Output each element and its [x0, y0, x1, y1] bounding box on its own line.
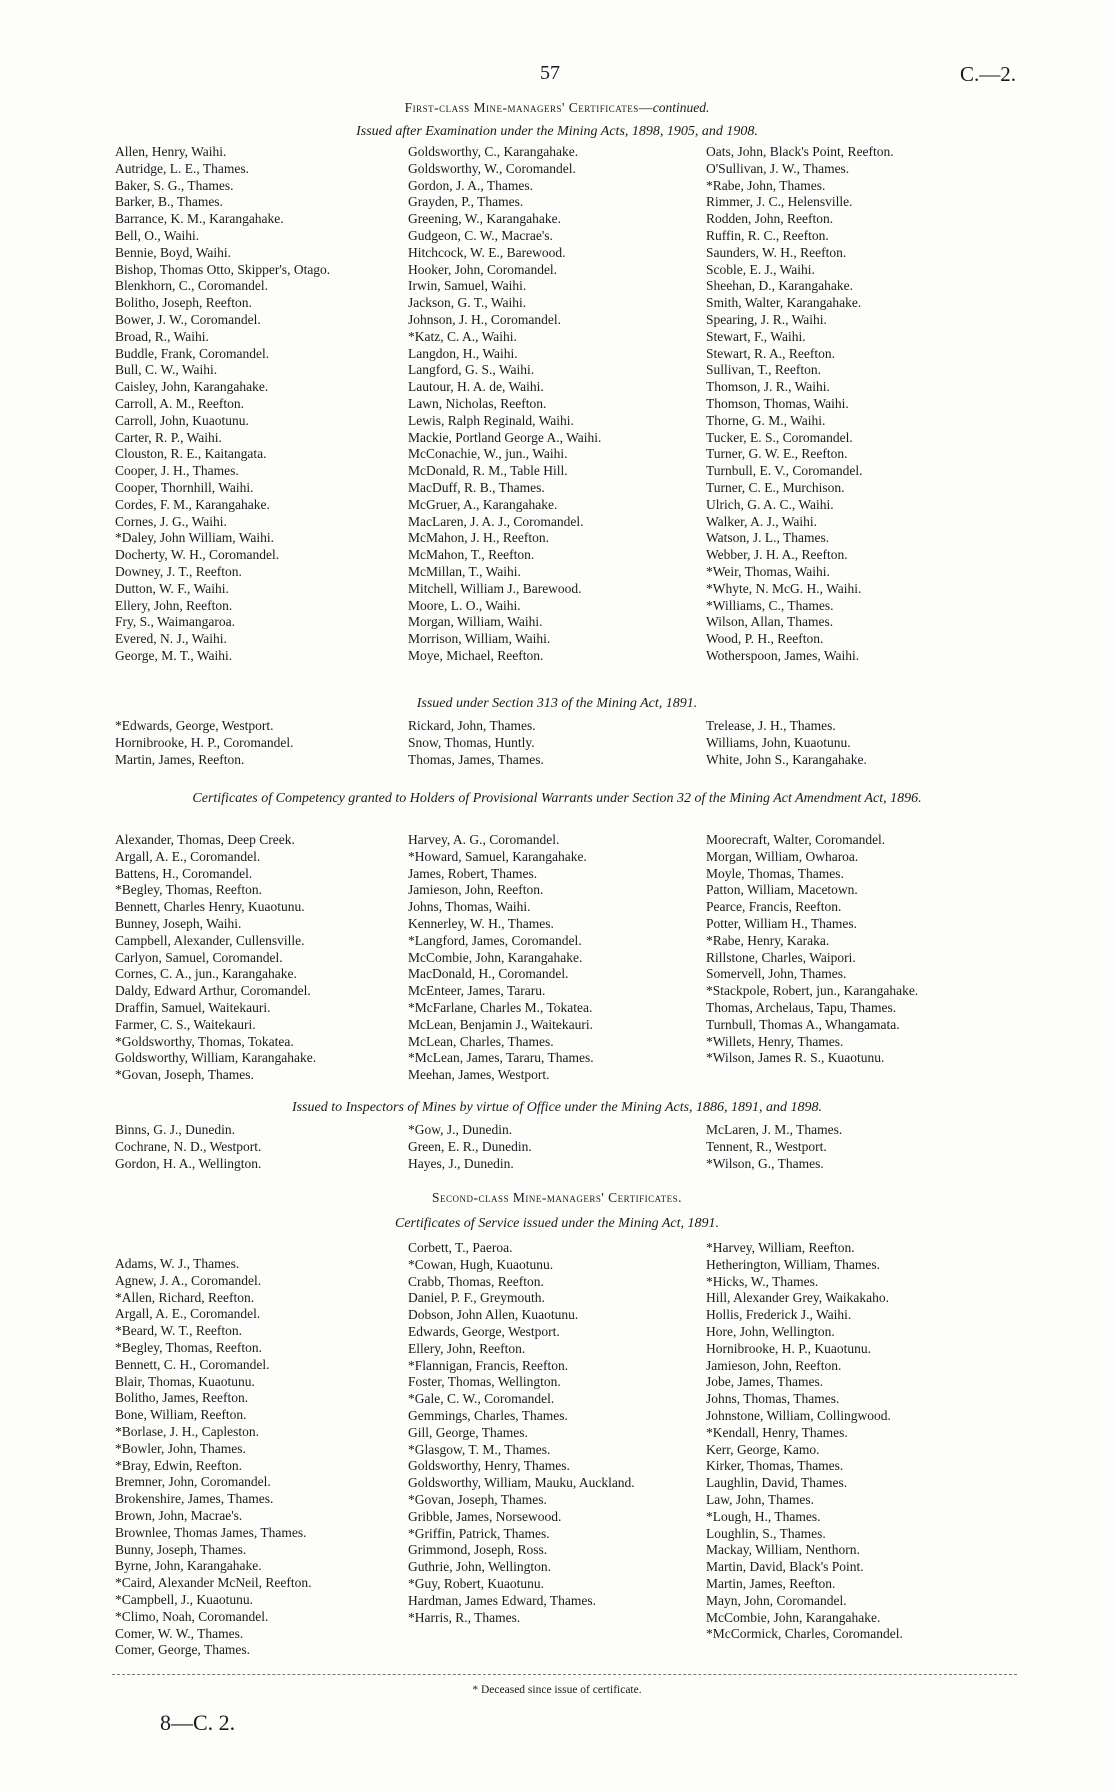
name-entry: Jamieson, John, Reefton.: [408, 882, 544, 898]
name-entry: Grimmond, Joseph, Ross.: [408, 1542, 548, 1558]
name-entry: Rimmer, J. C., Helensville.: [706, 194, 853, 210]
name-entry: Smith, Walter, Karangahake.: [706, 295, 862, 311]
name-entry: Mayn, John, Coromandel.: [706, 1592, 847, 1608]
name-entry: Blenkhorn, C., Coromandel.: [115, 278, 268, 294]
document-reference: C.—2.: [959, 62, 1016, 86]
name-column: [706, 1240, 1016, 1643]
name-entry: Rickard, John, Thames.: [408, 718, 536, 733]
name-entry: Langdon, H., Waihi.: [408, 345, 518, 361]
name-entry: *Stackpole, Robert, jun., Karangahake.: [706, 983, 919, 999]
name-column: [706, 832, 1016, 1067]
name-column: [706, 718, 1016, 768]
name-entry: Foster, Thomas, Wellington.: [408, 1374, 561, 1390]
name-column: [115, 1256, 405, 1659]
subheading-provisional-warrants: Certificates of Competency granted to Holders of Provisional Warrants under Section 32 of the Mining Act Amendment Act, 1896.: [192, 791, 922, 806]
name-entry: Evered, N. J., Waihi.: [115, 631, 227, 647]
name-entry: Thomson, J. R., Waihi.: [706, 379, 830, 395]
name-entry: Dutton, W. F., Waihi.: [115, 580, 229, 596]
name-entry: Dobson, John Allen, Kuaotunu.: [408, 1307, 579, 1323]
name-entry: Mackay, William, Nenthorn.: [706, 1542, 860, 1558]
name-entry: *Campbell, J., Kuaotunu.: [115, 1591, 253, 1607]
name-entry: Carter, R. P., Waihi.: [115, 429, 222, 445]
name-entry: Johns, Thomas, Thames.: [706, 1391, 840, 1407]
name-entry: *Kendall, Henry, Thames.: [706, 1424, 848, 1440]
subheading-service: Certificates of Service issued under the Mining Act, 1891.: [394, 1216, 720, 1231]
name-entry: McLaren, J. M., Thames.: [706, 1122, 843, 1137]
name-entry: Turnbull, Thomas A., Whangamata.: [706, 1016, 900, 1032]
name-entry: Barrance, K. M., Karangahake.: [115, 211, 284, 227]
name-entry: Goldsworthy, W., Coromandel.: [408, 160, 576, 176]
name-entry: Bolitho, James, Reefton.: [115, 1390, 249, 1406]
name-entry: Kennerley, W. H., Thames.: [408, 915, 554, 931]
name-entry: Comer, George, Thames.: [115, 1642, 251, 1658]
name-entry: Downey, J. T., Reefton.: [115, 563, 242, 579]
name-entry: Turnbull, E. V., Coromandel.: [706, 463, 863, 479]
name-column: [115, 832, 405, 1084]
name-entry: Bishop, Thomas Otto, Skipper's, Otago.: [115, 261, 331, 277]
name-entry: *McCormick, Charles, Coromandel.: [706, 1626, 903, 1642]
name-column: [706, 144, 1016, 665]
name-entry: *Daley, John William, Waihi.: [115, 530, 274, 546]
name-entry: Pearce, Francis, Reefton.: [706, 899, 842, 915]
name-entry: MacDuff, R. B., Thames.: [408, 479, 545, 495]
name-entry: Hornibrooke, H. P., Kuaotunu.: [706, 1340, 871, 1356]
name-entry: Broad, R., Waihi.: [115, 328, 209, 344]
name-entry: Farmer, C. S., Waitekauri.: [115, 1016, 256, 1032]
name-entry: Turner, G. W. E., Reefton.: [706, 446, 848, 462]
name-entry: Autridge, L. E., Thames.: [115, 160, 249, 176]
name-entry: Greening, W., Karangahake.: [408, 211, 561, 227]
name-entry: Langford, G. S., Waihi.: [408, 362, 535, 378]
name-entry: Brokenshire, James, Thames.: [115, 1491, 274, 1507]
name-entry: *Govan, Joseph, Thames.: [115, 1067, 254, 1083]
name-entry: Bennie, Boyd, Waihi.: [115, 244, 232, 260]
name-entry: Carlyon, Samuel, Coromandel.: [115, 949, 283, 965]
name-entry: Bower, J. W., Coromandel.: [115, 311, 261, 327]
name-entry: Binns, G. J., Dunedin.: [115, 1122, 236, 1137]
name-entry: Thomson, Thomas, Waihi.: [706, 395, 849, 411]
name-entry: Wotherspoon, James, Waihi.: [706, 647, 860, 663]
name-entry: *Whyte, N. McG. H., Waihi.: [706, 580, 862, 596]
name-entry: Byrne, John, Karangahake.: [115, 1558, 262, 1574]
name-entry: Bell, O., Waihi.: [115, 227, 200, 243]
name-entry: Hornibrooke, H. P., Coromandel.: [115, 734, 294, 750]
name-entry: Gordon, J. A., Thames.: [408, 177, 533, 193]
name-entry: Rillstone, Charles, Waipori.: [706, 949, 856, 965]
name-entry: Potter, William H., Thames.: [706, 915, 858, 931]
name-entry: *Gale, C. W., Coromandel.: [408, 1391, 555, 1407]
name-entry: Johnson, J. H., Coromandel.: [408, 311, 561, 327]
name-entry: McCombie, John, Karangahake.: [706, 1609, 881, 1625]
name-entry: Meehan, James, Westport.: [408, 1067, 550, 1083]
name-entry: *Bowler, John, Thames.: [115, 1440, 246, 1456]
name-entry: Barker, B., Thames.: [115, 194, 223, 210]
name-entry: Hooker, John, Coromandel.: [408, 261, 558, 277]
name-column: [408, 1240, 698, 1626]
name-entry: *Govan, Joseph, Thames.: [408, 1491, 547, 1507]
name-entry: Clouston, R. E., Kaitangata.: [115, 446, 267, 462]
name-entry: McConachie, W., jun., Waihi.: [408, 446, 568, 462]
name-entry: Edwards, George, Westport.: [408, 1323, 560, 1339]
name-entry: Webber, J. H. A., Reefton.: [706, 547, 848, 563]
name-entry: *Glasgow, T. M., Thames.: [408, 1441, 551, 1457]
name-column: [115, 1122, 405, 1172]
name-entry: *Griffin, Patrick, Thames.: [408, 1525, 550, 1541]
page-number: 57: [540, 62, 560, 84]
name-entry: Spearing, J. R., Waihi.: [706, 311, 827, 327]
name-entry: Irwin, Samuel, Waihi.: [408, 278, 527, 294]
name-entry: Hollis, Frederick J., Waihi.: [706, 1307, 852, 1323]
name-entry: Cooper, J. H., Thames.: [115, 463, 239, 479]
name-entry: Gordon, H. A., Wellington.: [115, 1155, 262, 1171]
name-entry: Agnew, J. A., Coromandel.: [115, 1272, 262, 1288]
name-entry: *Goldsworthy, Thomas, Tokatea.: [115, 1033, 294, 1049]
name-entry: Green, E. R., Dunedin.: [408, 1138, 532, 1154]
name-entry: McGruer, A., Karangahake.: [408, 496, 558, 512]
name-entry: *Rabe, John, Thames.: [706, 177, 826, 193]
name-entry: *Harvey, William, Reefton.: [706, 1240, 855, 1255]
name-entry: White, John S., Karangahake.: [706, 751, 867, 767]
footnote: * Deceased since issue of certificate.: [472, 1684, 642, 1696]
name-entry: Law, John, Thames.: [706, 1491, 814, 1507]
name-entry: Corbett, T., Paeroa.: [408, 1240, 513, 1255]
name-entry: Snow, Thomas, Huntly.: [408, 734, 535, 750]
name-entry: *Rabe, Henry, Karaka.: [706, 932, 830, 948]
name-entry: *Cowan, Hugh, Kuaotunu.: [408, 1256, 554, 1272]
name-entry: Bremner, John, Coromandel.: [115, 1474, 271, 1490]
name-entry: *Wilson, James R. S., Kuaotunu.: [706, 1050, 885, 1066]
name-entry: McMahon, J. H., Reefton.: [408, 530, 549, 546]
name-entry: McDonald, R. M., Table Hill.: [408, 463, 568, 479]
name-entry: Goldsworthy, William, Mauku, Auckland.: [408, 1475, 635, 1491]
name-entry: Alexander, Thomas, Deep Creek.: [115, 832, 295, 847]
name-entry: *Allen, Richard, Reefton.: [115, 1289, 255, 1305]
name-entry: Laughlin, David, Thames.: [706, 1475, 848, 1491]
name-entry: Ruffin, R. C., Reefton.: [706, 227, 829, 243]
name-entry: Cordes, F. M., Karangahake.: [115, 496, 270, 512]
name-entry: Gudgeon, C. W., Macrae's.: [408, 227, 553, 243]
name-entry: Thomas, Archelaus, Tapu, Thames.: [706, 999, 897, 1015]
subheading-inspectors: Issued to Inspectors of Mines by virtue of Office under the Mining Acts, 1886, 1891, and 1898.: [291, 1100, 823, 1115]
name-entry: Gill, George, Thames.: [408, 1424, 528, 1440]
name-column: [408, 1122, 698, 1172]
name-entry: Docherty, W. H., Coromandel.: [115, 547, 280, 563]
name-entry: McCombie, John, Karangahake.: [408, 949, 583, 965]
name-entry: Ellery, John, Reefton.: [408, 1340, 526, 1356]
name-entry: Williams, John, Kuaotunu.: [706, 734, 851, 750]
name-entry: Buddle, Frank, Coromandel.: [115, 345, 270, 361]
name-entry: McLean, Benjamin J., Waitekauri.: [408, 1016, 593, 1032]
name-entry: Argall, A. E., Coromandel.: [115, 848, 261, 864]
name-entry: *McLean, James, Tararu, Thames.: [408, 1050, 594, 1066]
name-entry: Johns, Thomas, Waihi.: [408, 899, 531, 915]
name-entry: *Bray, Edwin, Reefton.: [115, 1457, 242, 1473]
name-entry: O'Sullivan, J. W., Thames.: [706, 160, 850, 176]
name-entry: Stewart, F., Waihi.: [706, 328, 806, 344]
name-entry: McLean, Charles, Thames.: [408, 1033, 554, 1049]
name-entry: *Begley, Thomas, Reefton.: [115, 1339, 262, 1355]
name-entry: Crabb, Thomas, Reefton.: [408, 1273, 544, 1289]
name-entry: *Willets, Henry, Thames.: [706, 1033, 844, 1049]
name-entry: Ellery, John, Reefton.: [115, 597, 233, 613]
name-entry: Goldsworthy, Henry, Thames.: [408, 1458, 570, 1474]
name-entry: Loughlin, S., Thames.: [706, 1525, 826, 1541]
name-entry: Hayes, J., Dunedin.: [408, 1155, 514, 1171]
heading-continued: continued.: [652, 100, 710, 115]
name-entry: Comer, W. W., Thames.: [115, 1625, 244, 1641]
name-entry: Martin, James, Reefton.: [706, 1575, 836, 1591]
name-entry: *Begley, Thomas, Reefton.: [115, 882, 262, 898]
name-entry: Sullivan, T., Reefton.: [706, 362, 821, 378]
name-entry: Carroll, A. M., Reefton.: [115, 395, 244, 411]
name-entry: Goldsworthy, C., Karangahake.: [408, 144, 579, 159]
name-entry: Bone, William, Reefton.: [115, 1407, 247, 1423]
heading-text: First-class Mine-managers' Certificates—: [404, 100, 653, 115]
name-entry: Rodden, John, Reefton.: [706, 211, 834, 227]
name-entry: *Williams, C., Thames.: [706, 597, 834, 613]
name-entry: *Langford, James, Coromandel.: [408, 932, 582, 948]
name-entry: Grayden, P., Thames.: [408, 194, 524, 210]
name-entry: *McFarlane, Charles M., Tokatea.: [408, 999, 593, 1015]
name-entry: Blair, Thomas, Kuaotunu.: [115, 1373, 255, 1389]
name-entry: Cochrane, N. D., Westport.: [115, 1138, 262, 1154]
name-column: [706, 1122, 1016, 1172]
subheading-section-313: Issued under Section 313 of the Mining Act, 1891.: [416, 696, 698, 711]
name-entry: Johnstone, William, Collingwood.: [706, 1407, 891, 1423]
name-entry: Thomas, James, Thames.: [408, 751, 544, 767]
name-entry: Saunders, W. H., Reefton.: [706, 244, 847, 260]
name-entry: Stewart, R. A., Reefton.: [706, 345, 835, 361]
name-entry: Moye, Michael, Reefton.: [408, 647, 544, 663]
name-column: [408, 718, 698, 768]
name-entry: Gribble, James, Norsewood.: [408, 1508, 562, 1524]
name-entry: Bunny, Joseph, Thames.: [115, 1541, 247, 1557]
name-entry: Moyle, Thomas, Thames.: [706, 865, 844, 881]
name-entry: Turner, C. E., Murchison.: [706, 479, 845, 495]
name-entry: Walker, A. J., Waihi.: [706, 513, 818, 529]
name-entry: Lewis, Ralph Reginald, Waihi.: [408, 412, 574, 428]
name-entry: *Hicks, W., Thames.: [706, 1273, 819, 1289]
name-entry: Somervell, John, Thames.: [706, 966, 847, 982]
name-entry: Watson, J. L., Thames.: [706, 530, 830, 546]
name-entry: Hitchcock, W. E., Barewood.: [408, 244, 566, 260]
name-column: [408, 832, 698, 1084]
name-entry: Guthrie, John, Wellington.: [408, 1559, 552, 1575]
name-column: [115, 144, 405, 665]
name-entry: McMahon, T., Reefton.: [408, 547, 535, 563]
name-entry: Scoble, E. J., Waihi.: [706, 261, 815, 277]
name-entry: *Gow, J., Dunedin.: [408, 1122, 513, 1137]
subheading-examination: Issued after Examination under the Mining Acts, 1898, 1905, and 1908.: [356, 124, 758, 139]
name-entry: Trelease, J. H., Thames.: [706, 718, 836, 733]
name-entry: Harvey, A. G., Coromandel.: [408, 832, 560, 847]
name-entry: Cornes, J. G., Waihi.: [115, 513, 227, 529]
name-entry: Mitchell, William J., Barewood.: [408, 580, 582, 596]
name-entry: Cornes, C. A., jun., Karangahake.: [115, 966, 297, 982]
name-entry: Brownlee, Thomas James, Thames.: [115, 1524, 307, 1540]
name-entry: MacLaren, J. A. J., Coromandel.: [408, 513, 584, 529]
name-entry: Thorne, G. M., Waihi.: [706, 412, 826, 428]
name-entry: Hetherington, William, Thames.: [706, 1256, 881, 1272]
name-entry: Martin, James, Reefton.: [115, 751, 245, 767]
name-entry: Bunney, Joseph, Waihi.: [115, 915, 242, 931]
name-entry: Caisley, John, Karangahake.: [115, 379, 269, 395]
name-entry: Carroll, John, Kuaotunu.: [115, 412, 249, 428]
name-entry: Battens, H., Coromandel.: [115, 865, 253, 881]
name-entry: Daniel, P. F., Greymouth.: [408, 1290, 545, 1306]
name-entry: Draffin, Samuel, Waitekauri.: [115, 999, 271, 1015]
name-entry: Goldsworthy, William, Karangahake.: [115, 1050, 317, 1066]
name-entry: Lautour, H. A. de, Waihi.: [408, 379, 544, 395]
name-entry: Cooper, Thornhill, Waihi.: [115, 479, 254, 495]
name-entry: Bennett, C. H., Coromandel.: [115, 1356, 270, 1372]
name-entry: Sheehan, D., Karangahake.: [706, 278, 853, 294]
name-entry: Oats, John, Black's Point, Reefton.: [706, 144, 894, 159]
name-entry: Jackson, G. T., Waihi.: [408, 295, 527, 311]
name-entry: Daldy, Edward Arthur, Coromandel.: [115, 983, 311, 999]
name-entry: Allen, Henry, Waihi.: [115, 144, 227, 159]
name-entry: Lawn, Nicholas, Reefton.: [408, 395, 547, 411]
name-entry: *Guy, Robert, Kuaotunu.: [408, 1575, 544, 1591]
name-column: [115, 718, 405, 768]
name-column: [408, 144, 698, 665]
name-entry: Morrison, William, Waihi.: [408, 631, 551, 647]
name-entry: Gemmings, Charles, Thames.: [408, 1407, 568, 1423]
name-entry: *Flannigan, Francis, Reefton.: [408, 1357, 569, 1373]
name-entry: Campbell, Alexander, Cullensville.: [115, 932, 305, 948]
name-entry: McMillan, T., Waihi.: [408, 563, 521, 579]
section-heading-second-class: Second-class Mine-managers' Certificates.: [431, 1190, 683, 1205]
name-entry: Fry, S., Waimangaroa.: [115, 614, 236, 630]
name-entry: *Lough, H., Thames.: [706, 1508, 821, 1524]
name-entry: Wood, P. H., Reefton.: [706, 631, 824, 647]
name-entry: Ulrich, G. A. C., Waihi.: [706, 496, 834, 512]
name-entry: Baker, S. G., Thames.: [115, 177, 234, 193]
sheet-mark: 8—C. 2.: [160, 1710, 236, 1735]
name-entry: Hill, Alexander Grey, Waikakaho.: [706, 1290, 889, 1306]
name-entry: MacDonald, H., Coromandel.: [408, 966, 569, 982]
name-entry: George, M. T., Waihi.: [115, 647, 233, 663]
name-entry: Adams, W. J., Thames.: [115, 1256, 240, 1271]
name-entry: Bennett, Charles Henry, Kuaotunu.: [115, 899, 305, 915]
name-entry: *Caird, Alexander McNeil, Reefton.: [115, 1575, 312, 1591]
name-entry: James, Robert, Thames.: [408, 865, 538, 881]
name-entry: Kirker, Thomas, Thames.: [706, 1458, 844, 1474]
name-entry: *Weir, Thomas, Waihi.: [706, 563, 830, 579]
name-entry: Wilson, Allan, Thames.: [706, 614, 834, 630]
name-entry: Mackie, Portland George A., Waihi.: [408, 429, 602, 445]
name-entry: Tucker, E. S., Coromandel.: [706, 429, 853, 445]
name-entry: Moore, L. O., Waihi.: [408, 597, 521, 613]
name-entry: *Howard, Samuel, Karangahake.: [408, 848, 587, 864]
name-entry: Argall, A. E., Coromandel.: [115, 1306, 261, 1322]
name-entry: Morgan, William, Waihi.: [408, 614, 543, 630]
name-entry: Morgan, William, Owharoa.: [706, 848, 859, 864]
name-entry: Brown, John, Macrae's.: [115, 1507, 243, 1523]
name-entry: Bolitho, Joseph, Reefton.: [115, 295, 252, 311]
name-entry: Hore, John, Wellington.: [706, 1323, 835, 1339]
footer-rule: [112, 1674, 1017, 1675]
name-entry: Tennent, R., Westport.: [706, 1138, 827, 1154]
name-entry: *Borlase, J. H., Capleston.: [115, 1423, 259, 1439]
name-entry: *Climo, Noah, Coromandel.: [115, 1608, 269, 1624]
name-entry: *Wilson, G., Thames.: [706, 1155, 824, 1171]
name-entry: Moorecraft, Walter, Coromandel.: [706, 832, 886, 847]
name-entry: *Edwards, George, Westport.: [115, 718, 274, 733]
name-entry: Patton, William, Macetown.: [706, 882, 858, 898]
section-heading-first-class: [100, 100, 1014, 116]
name-entry: McEnteer, James, Tararu.: [408, 983, 546, 999]
name-entry: Bull, C. W., Waihi.: [115, 362, 218, 378]
name-entry: *Harris, R., Thames.: [408, 1609, 521, 1625]
name-entry: *Beard, W. T., Reefton.: [115, 1323, 242, 1339]
name-entry: Jamieson, John, Reefton.: [706, 1357, 842, 1373]
name-entry: *Katz, C. A., Waihi.: [408, 328, 517, 344]
name-entry: Hardman, James Edward, Thames.: [408, 1592, 596, 1608]
name-entry: Jobe, James, Thames.: [706, 1374, 824, 1390]
name-entry: Martin, David, Black's Point.: [706, 1559, 864, 1575]
name-entry: Kerr, George, Kamo.: [706, 1441, 820, 1457]
